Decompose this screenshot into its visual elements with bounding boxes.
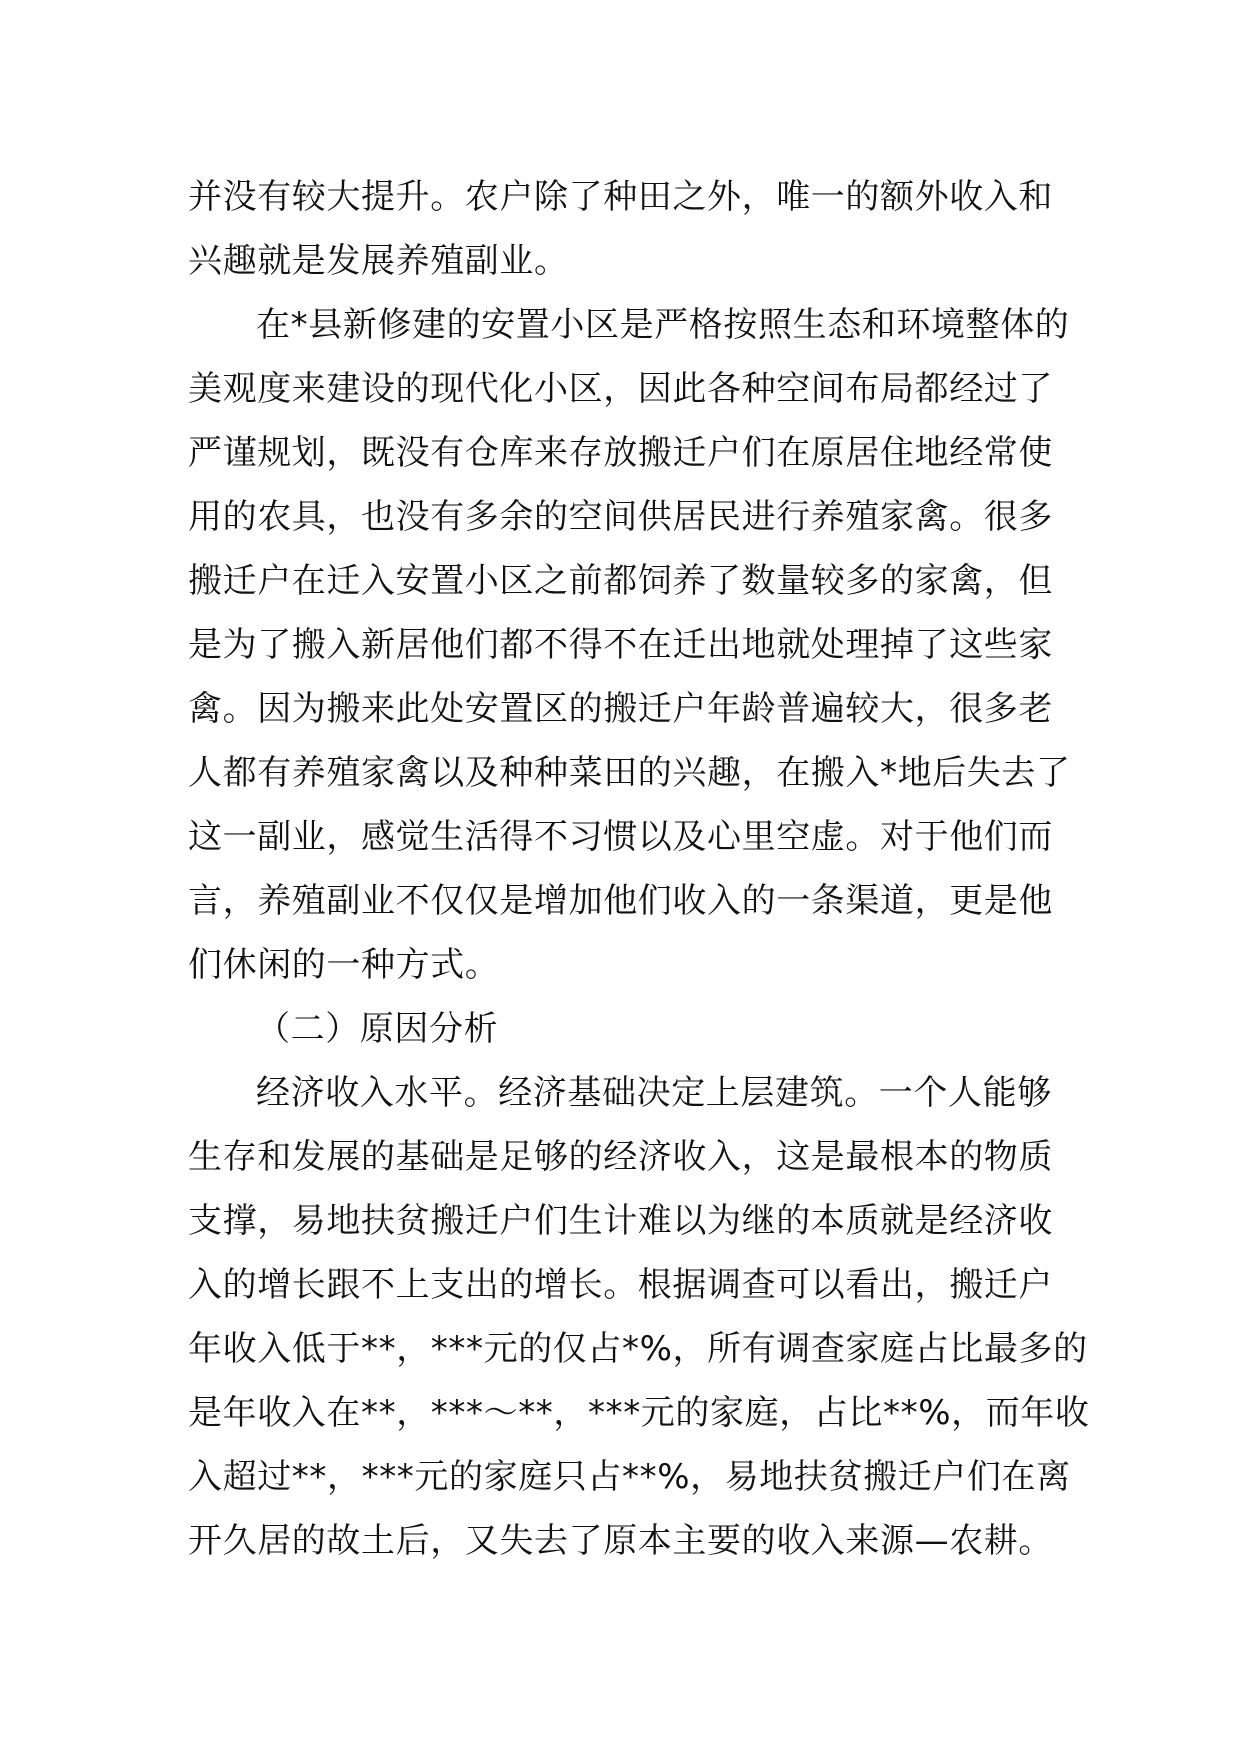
text-line: 年收入低于**，***元的仅占*%，所有调查家庭占比最多的: [188, 1329, 1088, 1369]
text-line: 兴趣就是发展养殖副业。: [188, 241, 569, 281]
text-line: 言，养殖副业不仅仅是增加他们收入的一条渠道，更是他: [188, 881, 1053, 921]
text-line: 们休闲的一种方式。: [188, 945, 500, 985]
text-line: 入的增长跟不上支出的增长。根据调查可以看出，搬迁户: [188, 1265, 1053, 1305]
text-line: 支撑，易地扶贫搬迁户们生计难以为继的本质就是经济收: [188, 1201, 1053, 1241]
text-line: 禽。因为搬来此处安置区的搬迁户年龄普遍较大，很多老: [188, 689, 1053, 729]
text-line: 人都有养殖家禽以及种种菜田的兴趣，在搬入*地后失去了: [188, 753, 1071, 793]
body-text: [188, 165, 1090, 1573]
text-line: 是年收入在**，***～**，***元的家庭，占比**%，而年收: [188, 1393, 1090, 1433]
text-line: 入超过**，***元的家庭只占**%，易地扶贫搬迁户们在离: [188, 1457, 1071, 1497]
text-line: 并没有较大提升。农户除了种田之外，唯一的额外收入和: [188, 177, 1053, 217]
section-heading: （二）原因分析: [256, 1009, 499, 1049]
text-line: 用的农具，也没有多余的空间供居民进行养殖家禽。很多: [188, 497, 1053, 537]
text-line: 搬迁户在迁入安置小区之前都饲养了数量较多的家禽，但: [188, 561, 1053, 601]
text-line: 严谨规划，既没有仓库来存放搬迁户们在原居住地经常使: [188, 433, 1053, 473]
text-line: 是为了搬入新居他们都不得不在迁出地就处理掉了这些家: [188, 625, 1053, 665]
text-line: 生存和发展的基础是足够的经济收入，这是最根本的物质: [188, 1137, 1053, 1177]
text-line: 这一副业，感觉生活得不习惯以及心里空虚。对于他们而: [188, 817, 1053, 857]
paragraph-start-line: 在*县新修建的安置小区是严格按照生态和环境整体的: [256, 305, 1070, 345]
text-line: 美观度来建设的现代化小区，因此各种空间布局都经过了: [188, 369, 1053, 409]
paragraph-start-line: 经济收入水平。经济基础决定上层建筑。一个人能够: [256, 1073, 1052, 1113]
text-line: 开久居的故土后，又失去了原本主要的收入来源—农耕。: [188, 1521, 1053, 1561]
